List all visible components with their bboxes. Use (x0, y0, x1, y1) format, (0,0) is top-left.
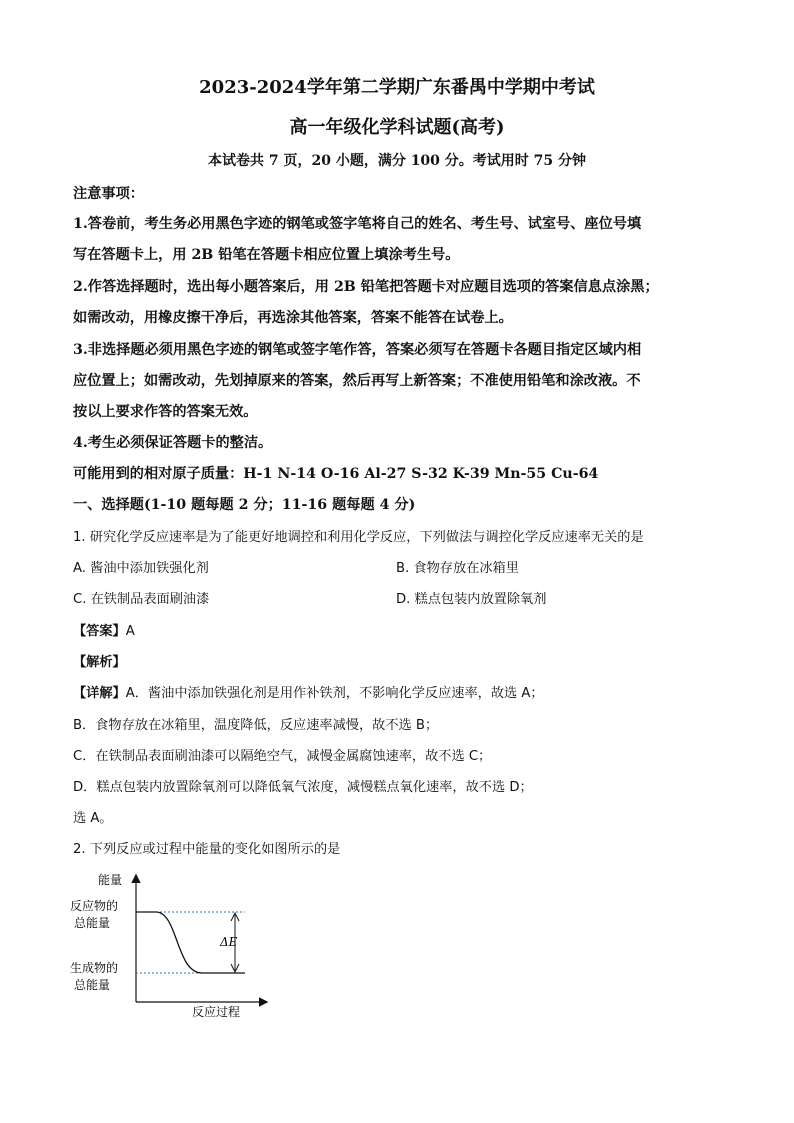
delta-e-label: ΔE (220, 935, 238, 949)
analysis-tag: 【解析】 (73, 655, 126, 670)
q1-stem: 1. 研究化学反应速率是为了能更好地调控和利用化学反应，下列做法与调控化学反应速率无关的是 (73, 530, 644, 545)
note-line: 应位置上；如需改动，先划掉原来的答案，然后再写上新答案；不准使用铅笔和涂改液。不 (73, 373, 641, 389)
note-line: 1.答卷前，考生务必用黑色字迹的钢笔或签字笔将自己的姓名、考生号、试室号、座位号填 (73, 216, 642, 232)
x-axis-label: 反应过程 (192, 1005, 241, 1019)
note-line: 4.考生必须保证答题卡的整洁。 (73, 435, 273, 451)
detail-line-d: D．糕点包装内放置除氧剂可以降低氧气浓度，减慢糕点氧化速率，故不选 D； (73, 780, 533, 795)
q2-stem: 2. 下列反应或过程中能量的变化如图所示的是 (73, 842, 341, 857)
exam-title: 2023-2024学年第二学期广东番禺中学期中考试 (199, 77, 595, 98)
detail-line-conclusion: 选 A。 (73, 811, 113, 826)
q1-option-d: D. 糕点包装内放置除氧剂 (396, 592, 547, 607)
reactant-label-1: 反应物的 (70, 899, 119, 913)
q1-answer (73, 620, 135, 639)
answer-value: A (125, 624, 135, 639)
exam-info: 本试卷共 7 页，20 小题，满分 100 分。考试用时 75 分钟 (207, 153, 587, 169)
note-line: 2.作答选择题时，选出每小题答案后，用 2B 铅笔把答题卡对应题目选项的答案信息点涂黑； (73, 279, 659, 295)
energy-diagram (60, 862, 300, 1022)
atomic-masses: 可能用到的相对原子质量：H-1 N-14 O-16 Al-27 S-32 K-39 Mn-55 Cu-64 (73, 466, 599, 482)
reactant-label-2: 总能量 (74, 916, 111, 930)
y-axis-label: 能量 (98, 873, 123, 887)
q1-option-b: B. 食物存放在冰箱里 (396, 561, 519, 576)
answer-tag: 【答案】 (73, 624, 126, 639)
note-line: 按以上要求作答的答案无效。 (73, 404, 258, 420)
product-label-2: 总能量 (74, 978, 111, 992)
exam-subtitle: 高一年级化学科试题(高考) (289, 117, 505, 138)
notes-heading: 注意事项： (73, 186, 144, 202)
detail-line-a (73, 682, 544, 701)
section-heading: 一、选择题(1-10 题每题 2 分；11-16 题每题 4 分) (73, 497, 416, 513)
q1-option-a: A. 酱油中添加铁强化剂 (73, 561, 209, 576)
detail-tag: 【详解】 (73, 686, 126, 701)
note-line: 写在答题卡上，用 2B 铅笔在答题卡相应位置上填涂考生号。 (73, 247, 460, 263)
note-line: 3.非选择题必须用黑色字迹的钢笔或签字笔作答，答案必须写在答题卡各题目指定区域内相 (73, 342, 642, 358)
detail-line-b: B．食物存放在冰箱里，温度降低，反应速率减慢，故不选 B； (73, 718, 439, 733)
q1-option-c: C. 在铁制品表面刷油漆 (73, 592, 210, 607)
detail-line-c: C．在铁制品表面刷油漆可以隔绝空气，减慢金属腐蚀速率，故不选 C； (73, 749, 492, 764)
note-line: 如需改动，用橡皮擦干净后，再选涂其他答案，答案不能答在试卷上。 (73, 310, 513, 326)
product-label-1: 生成物的 (70, 961, 119, 975)
detail-text: A．酱油中添加铁强化剂是用作补铁剂，不影响化学反应速率，故选 A； (125, 686, 544, 701)
